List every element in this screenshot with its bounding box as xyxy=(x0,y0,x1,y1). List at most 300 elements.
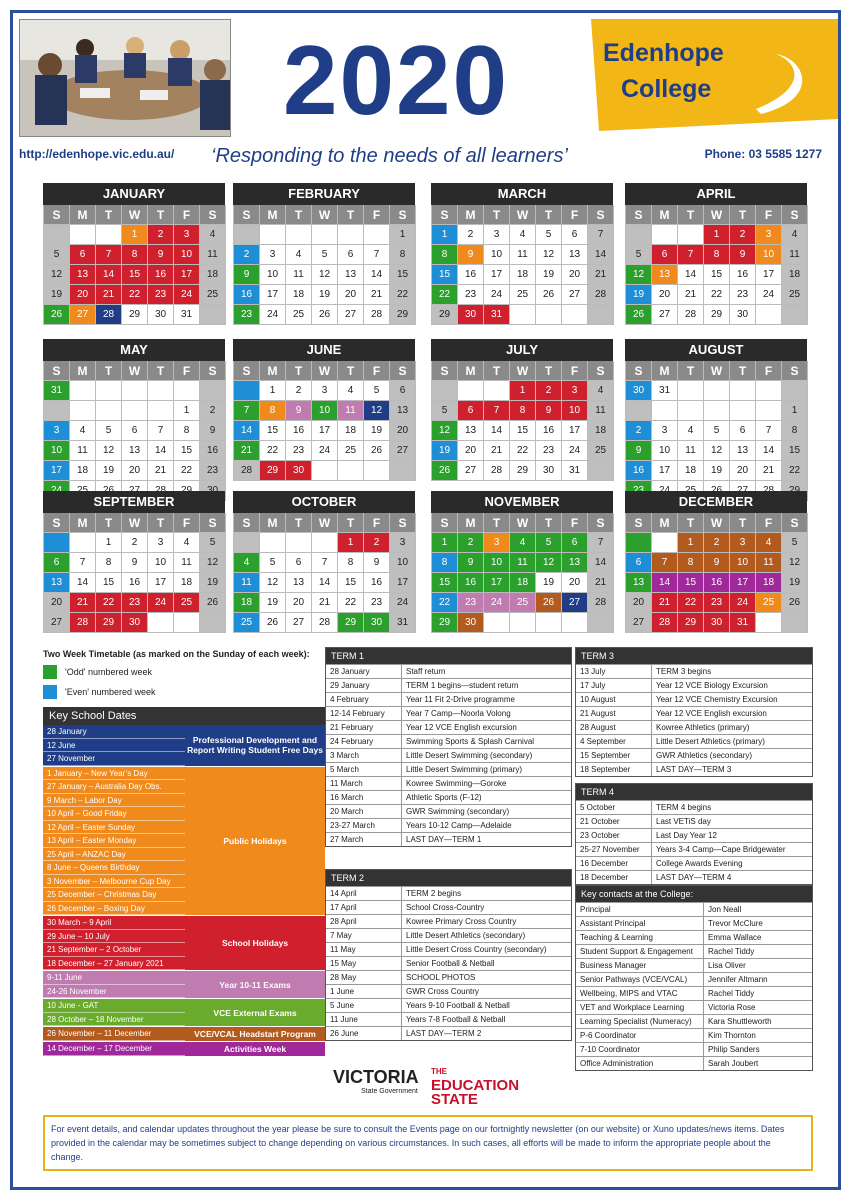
day-cell: 7 xyxy=(234,401,260,421)
key-date: 9-11 June xyxy=(43,971,185,985)
row-event: Little Desert Athletics (primary) xyxy=(656,737,765,746)
day-cell: 3 xyxy=(484,225,510,245)
day-cell: 12 xyxy=(364,401,390,421)
row-date: 18 December xyxy=(576,871,652,884)
day-header: S xyxy=(44,361,70,381)
day-cell: 25 xyxy=(338,441,364,461)
row-date: 26 June xyxy=(326,1027,402,1040)
table-row xyxy=(576,842,812,856)
day-cell xyxy=(678,381,704,401)
legend-odd xyxy=(43,665,333,679)
day-cell: 10 xyxy=(730,553,756,573)
day-cell: 20 xyxy=(390,421,416,441)
day-cell: 21 xyxy=(148,461,174,481)
day-cell: 9 xyxy=(286,401,312,421)
day-header: F xyxy=(364,205,390,225)
day-cell: 19 xyxy=(536,573,562,593)
table-title: TERM 4 xyxy=(576,784,812,800)
day-cell: 27 xyxy=(562,285,588,305)
key-date: 9 March – Labor Day xyxy=(43,794,185,808)
day-cell: 14 xyxy=(234,421,260,441)
key-date: 3 November – Melbourne Cup Day xyxy=(43,875,185,889)
day-cell: 9 xyxy=(234,265,260,285)
day-header: T xyxy=(96,205,122,225)
table-row xyxy=(326,914,571,928)
day-cell: 8 xyxy=(432,245,458,265)
day-header: F xyxy=(562,513,588,533)
day-cell: 22 xyxy=(432,285,458,305)
day-cell: 13 xyxy=(458,421,484,441)
day-cell: 21 xyxy=(652,593,678,613)
row-event: GWR Swimming (secondary) xyxy=(406,807,510,816)
day-cell xyxy=(312,461,338,481)
day-cell: 2 xyxy=(458,533,484,553)
day-cell: 9 xyxy=(458,553,484,573)
day-header: S xyxy=(626,361,652,381)
day-header: S xyxy=(200,205,226,225)
day-cell: 26 xyxy=(260,613,286,633)
day-cell xyxy=(96,381,122,401)
day-cell xyxy=(390,461,416,481)
month-july xyxy=(431,339,613,481)
key-date-category: Public Holidays xyxy=(185,767,325,916)
day-cell: 5 xyxy=(536,533,562,553)
day-header: F xyxy=(174,361,200,381)
key-date: 28 January xyxy=(43,725,185,739)
key-date: 18 December – 27 January 2021 xyxy=(43,957,185,971)
school-website-link[interactable]: http://edenhope.vic.edu.au/ xyxy=(19,147,175,161)
day-cell: 12 xyxy=(536,553,562,573)
edenhope-college-logo xyxy=(591,19,839,131)
day-cell: 16 xyxy=(234,285,260,305)
row-date: Senior Pathways (VCE/VCAL) xyxy=(576,973,704,986)
day-cell: 18 xyxy=(678,461,704,481)
key-date: 26 November – 11 December xyxy=(43,1027,185,1041)
day-cell: 22 xyxy=(338,593,364,613)
key-date: 14 December – 17 December xyxy=(43,1042,185,1056)
day-header: M xyxy=(260,205,286,225)
day-cell: 18 xyxy=(70,461,96,481)
row-event: Little Desert Swimming (secondary) xyxy=(406,751,533,760)
day-cell: 23 xyxy=(536,441,562,461)
day-cell: 12 xyxy=(536,245,562,265)
table-row xyxy=(326,832,571,846)
students-photo xyxy=(19,19,231,137)
day-cell: 17 xyxy=(390,573,416,593)
day-cell: 2 xyxy=(364,533,390,553)
day-cell xyxy=(286,225,312,245)
table-row xyxy=(326,956,571,970)
day-cell: 7 xyxy=(70,553,96,573)
day-cell: 22 xyxy=(704,285,730,305)
day-cell: 7 xyxy=(312,553,338,573)
day-header: W xyxy=(312,361,338,381)
day-cell xyxy=(44,225,70,245)
day-header: F xyxy=(756,513,782,533)
day-cell: 29 xyxy=(432,305,458,325)
day-header: F xyxy=(756,205,782,225)
day-cell: 10 xyxy=(174,245,200,265)
day-cell: 15 xyxy=(510,421,536,441)
day-cell xyxy=(510,305,536,325)
day-cell: 14 xyxy=(96,265,122,285)
day-cell: 14 xyxy=(588,553,614,573)
key-date-category: VCE External Exams xyxy=(185,999,325,1026)
row-event: SCHOOL PHOTOS xyxy=(406,973,476,982)
row-event: Lisa Oliver xyxy=(708,961,746,970)
day-cell: 10 xyxy=(484,553,510,573)
day-cell xyxy=(44,401,70,421)
day-cell: 24 xyxy=(390,593,416,613)
row-event: TERM 2 begins xyxy=(406,889,462,898)
table-title: Key contacts at the College: xyxy=(576,886,812,902)
day-cell: 20 xyxy=(730,461,756,481)
day-header: S xyxy=(588,205,614,225)
day-header: S xyxy=(200,361,226,381)
row-date: 7 May xyxy=(326,929,402,942)
day-header: T xyxy=(536,361,562,381)
key-dates-title: Key School Dates xyxy=(43,707,325,725)
day-header: M xyxy=(458,513,484,533)
row-event: Senior Football & Netball xyxy=(406,959,495,968)
day-cell xyxy=(484,613,510,633)
day-cell: 19 xyxy=(260,593,286,613)
day-cell: 31 xyxy=(390,613,416,633)
day-cell: 21 xyxy=(588,265,614,285)
month-title: JUNE xyxy=(233,339,415,361)
day-cell: 16 xyxy=(704,573,730,593)
day-cell xyxy=(536,613,562,633)
day-cell: 9 xyxy=(704,553,730,573)
table-row xyxy=(576,692,812,706)
day-cell: 1 xyxy=(432,533,458,553)
day-cell: 8 xyxy=(174,421,200,441)
day-cell xyxy=(234,533,260,553)
day-cell: 25 xyxy=(510,593,536,613)
table-row xyxy=(576,1028,812,1042)
table-row xyxy=(326,790,571,804)
day-cell: 3 xyxy=(174,225,200,245)
day-cell: 27 xyxy=(458,461,484,481)
month-september xyxy=(43,491,225,633)
even-week-swatch xyxy=(43,685,57,699)
day-cell: 11 xyxy=(756,553,782,573)
day-header: S xyxy=(432,361,458,381)
day-cell: 30 xyxy=(458,613,484,633)
month-title: MAY xyxy=(43,339,225,361)
day-header: W xyxy=(510,361,536,381)
day-header: M xyxy=(260,361,286,381)
row-date: 21 August xyxy=(576,707,652,720)
row-event: LAST DAY—TERM 4 xyxy=(656,873,732,882)
key-date: 10 June - GAT xyxy=(43,999,185,1013)
day-cell: 16 xyxy=(730,265,756,285)
table-row xyxy=(326,818,571,832)
key-date-category: School Holidays xyxy=(185,916,325,970)
day-cell: 13 xyxy=(652,265,678,285)
day-cell: 12 xyxy=(432,421,458,441)
day-header: M xyxy=(458,205,484,225)
table-row xyxy=(576,706,812,720)
day-cell: 23 xyxy=(148,285,174,305)
key-date: 28 October – 18 November xyxy=(43,1013,185,1027)
day-cell xyxy=(364,225,390,245)
day-cell: 20 xyxy=(652,285,678,305)
day-header: S xyxy=(588,361,614,381)
day-header: W xyxy=(704,513,730,533)
table-row xyxy=(576,856,812,870)
day-header: S xyxy=(782,205,808,225)
day-cell: 30 xyxy=(148,305,174,325)
table-row xyxy=(576,664,812,678)
day-cell: 17 xyxy=(312,421,338,441)
row-date: 5 June xyxy=(326,999,402,1012)
table-row xyxy=(576,930,812,944)
row-date: Assistant Principal xyxy=(576,917,704,930)
row-date: 14 April xyxy=(326,887,402,900)
day-cell: 6 xyxy=(390,381,416,401)
day-header: F xyxy=(562,361,588,381)
row-event: Sarah Joubert xyxy=(708,1059,759,1068)
day-cell: 20 xyxy=(122,461,148,481)
month-title: FEBRUARY xyxy=(233,183,415,205)
day-cell: 9 xyxy=(730,245,756,265)
vic-logo-text: VICTORIA xyxy=(333,1067,419,1087)
day-cell xyxy=(652,533,678,553)
day-header: T xyxy=(96,361,122,381)
day-cell: 11 xyxy=(234,573,260,593)
month-april xyxy=(625,183,807,325)
day-cell: 29 xyxy=(260,461,286,481)
month-title: MARCH xyxy=(431,183,613,205)
key-date: 8 June – Queens Birthday xyxy=(43,861,185,875)
day-cell: 3 xyxy=(260,245,286,265)
day-cell: 15 xyxy=(782,441,808,461)
ed-state-education: EDUCATION xyxy=(431,1077,520,1094)
day-cell xyxy=(536,305,562,325)
day-cell: 22 xyxy=(174,461,200,481)
row-event: Year 12 VCE Biology Excursion xyxy=(656,681,768,690)
day-cell: 17 xyxy=(652,461,678,481)
day-header: S xyxy=(390,361,416,381)
day-cell: 8 xyxy=(260,401,286,421)
day-header: S xyxy=(200,513,226,533)
key-date: 26 December – Boxing Day xyxy=(43,902,185,916)
day-cell: 17 xyxy=(562,421,588,441)
day-cell: 1 xyxy=(122,225,148,245)
row-event: Athletic Sports (F-12) xyxy=(406,793,482,802)
table-row xyxy=(576,972,812,986)
day-cell: 29 xyxy=(122,305,148,325)
day-header: T xyxy=(484,513,510,533)
month-title: JANUARY xyxy=(43,183,225,205)
day-cell: 11 xyxy=(510,245,536,265)
day-cell: 1 xyxy=(390,225,416,245)
day-cell xyxy=(704,401,730,421)
day-cell: 5 xyxy=(704,421,730,441)
table-row xyxy=(326,776,571,790)
day-header: T xyxy=(678,205,704,225)
month-march xyxy=(431,183,613,325)
table-row xyxy=(576,870,812,884)
day-cell: 28 xyxy=(70,613,96,633)
calendar-year: 2020 xyxy=(283,25,510,135)
day-cell xyxy=(70,381,96,401)
row-date: Student Support & Engagement xyxy=(576,945,704,958)
day-cell: 6 xyxy=(626,553,652,573)
day-cell: 15 xyxy=(96,573,122,593)
day-cell: 17 xyxy=(174,265,200,285)
row-event: Little Desert Swimming (primary) xyxy=(406,765,523,774)
day-cell xyxy=(730,401,756,421)
calendar-page xyxy=(10,10,841,1190)
day-cell: 6 xyxy=(562,533,588,553)
table-row xyxy=(326,762,571,776)
day-cell: 11 xyxy=(174,553,200,573)
day-cell: 22 xyxy=(96,593,122,613)
day-cell: 12 xyxy=(96,441,122,461)
day-cell: 27 xyxy=(562,593,588,613)
month-grid xyxy=(233,205,415,325)
table-row xyxy=(576,800,812,814)
day-cell: 6 xyxy=(652,245,678,265)
day-cell: 21 xyxy=(96,285,122,305)
row-event: TERM 1 begins—student return xyxy=(406,681,519,690)
day-cell: 14 xyxy=(148,441,174,461)
row-date: 11 May xyxy=(326,943,402,956)
table-row xyxy=(576,762,812,776)
day-cell xyxy=(588,613,614,633)
day-cell: 14 xyxy=(588,245,614,265)
day-cell: 19 xyxy=(96,461,122,481)
day-cell: 23 xyxy=(200,461,226,481)
day-cell: 3 xyxy=(44,421,70,441)
day-cell: 26 xyxy=(432,461,458,481)
day-cell: 22 xyxy=(510,441,536,461)
day-cell: 24 xyxy=(756,285,782,305)
day-header: T xyxy=(678,361,704,381)
day-cell: 18 xyxy=(782,265,808,285)
row-event: Kowree Athletics (primary) xyxy=(656,723,750,732)
day-cell: 23 xyxy=(286,441,312,461)
day-header: W xyxy=(704,361,730,381)
day-cell: 16 xyxy=(286,421,312,441)
day-cell: 23 xyxy=(234,305,260,325)
day-header: S xyxy=(44,513,70,533)
month-grid xyxy=(431,205,613,325)
day-cell: 20 xyxy=(70,285,96,305)
day-cell: 18 xyxy=(286,285,312,305)
day-header: W xyxy=(122,205,148,225)
ed-state-state: STATE xyxy=(431,1091,478,1108)
row-date: 24 February xyxy=(326,735,402,748)
day-cell: 31 xyxy=(562,461,588,481)
day-cell: 6 xyxy=(70,245,96,265)
day-cell: 8 xyxy=(704,245,730,265)
day-cell: 8 xyxy=(122,245,148,265)
day-cell: 13 xyxy=(626,573,652,593)
day-cell: 10 xyxy=(390,553,416,573)
day-header: S xyxy=(390,205,416,225)
day-cell: 18 xyxy=(756,573,782,593)
day-cell: 26 xyxy=(782,593,808,613)
key-date: 21 September – 2 October xyxy=(43,943,185,957)
day-cell xyxy=(200,613,226,633)
row-date: 10 August xyxy=(576,693,652,706)
day-cell: 11 xyxy=(338,401,364,421)
table-title: TERM 3 xyxy=(576,648,812,664)
row-event: Last Day Year 12 xyxy=(656,831,717,840)
day-cell: 2 xyxy=(286,381,312,401)
key-date: 13 April – Easter Monday xyxy=(43,834,185,848)
day-cell: 13 xyxy=(122,441,148,461)
row-event: Years 9-10 Football & Netball xyxy=(406,1001,510,1010)
day-cell: 15 xyxy=(678,573,704,593)
day-cell xyxy=(782,381,808,401)
day-cell xyxy=(148,381,174,401)
key-date: 25 April – ANZAC Day xyxy=(43,848,185,862)
day-cell: 16 xyxy=(364,573,390,593)
day-cell: 11 xyxy=(510,553,536,573)
day-header: S xyxy=(588,513,614,533)
row-event: TERM 3 begins xyxy=(656,667,712,676)
day-cell: 8 xyxy=(338,553,364,573)
legend-even xyxy=(43,685,333,699)
row-date: 18 September xyxy=(576,763,652,776)
day-cell: 2 xyxy=(234,245,260,265)
table-row xyxy=(326,942,571,956)
row-event: Little Desert Cross Country (secondary) xyxy=(406,945,547,954)
day-header: T xyxy=(338,205,364,225)
day-cell: 4 xyxy=(510,533,536,553)
key-date-group xyxy=(43,1042,325,1057)
day-header: S xyxy=(626,513,652,533)
table-row xyxy=(326,804,571,818)
day-cell: 7 xyxy=(678,245,704,265)
row-event: Year 11 Fit 2-Drive programme xyxy=(406,695,515,704)
day-cell: 2 xyxy=(458,225,484,245)
day-cell: 24 xyxy=(312,441,338,461)
day-header: W xyxy=(510,205,536,225)
day-cell xyxy=(652,225,678,245)
day-header: M xyxy=(70,205,96,225)
key-date-list xyxy=(43,971,185,998)
key-school-dates xyxy=(43,707,325,1057)
day-cell: 11 xyxy=(70,441,96,461)
day-cell: 30 xyxy=(364,613,390,633)
day-cell: 25 xyxy=(782,285,808,305)
footer-note: For event details, and calendar updates throughout the year please be sure to consult the Events page on our fortnightly newsletter (on our website) or Xuno updates/news items. Dates provided in the calendar may be sometimes subject to change depending on various circumstances. In such cases, all efforts will be made to inform the appropriate people about the change. xyxy=(43,1115,813,1171)
table-row xyxy=(326,748,571,762)
row-date: 5 October xyxy=(576,801,652,814)
day-cell: 20 xyxy=(626,593,652,613)
table-row xyxy=(326,886,571,900)
day-cell: 7 xyxy=(96,245,122,265)
row-event: Kara Shuttleworth xyxy=(708,1017,772,1026)
day-cell xyxy=(234,225,260,245)
row-event: Victoria Rose xyxy=(708,1003,756,1012)
day-cell: 17 xyxy=(484,573,510,593)
table-row xyxy=(326,692,571,706)
table-row xyxy=(326,970,571,984)
day-cell: 19 xyxy=(536,265,562,285)
day-cell: 18 xyxy=(200,265,226,285)
month-title: NOVEMBER xyxy=(431,491,613,513)
day-cell: 23 xyxy=(458,593,484,613)
day-cell xyxy=(260,533,286,553)
vic-logo-sub: State Government xyxy=(361,1088,418,1095)
day-cell: 8 xyxy=(390,245,416,265)
